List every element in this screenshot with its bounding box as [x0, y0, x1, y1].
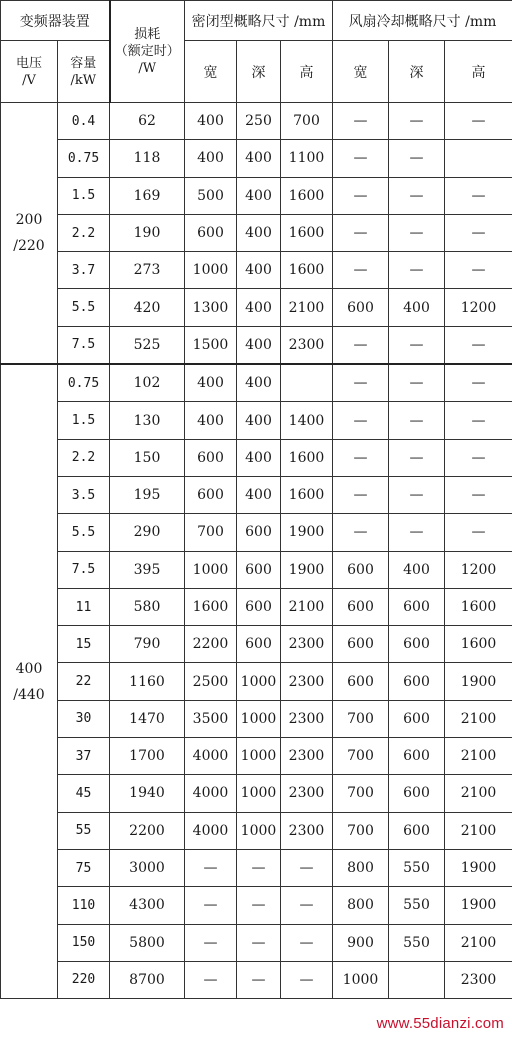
sealed-height-cell	[281, 364, 333, 402]
table-row	[1, 103, 512, 140]
fan-height-cell: —	[445, 364, 512, 402]
sealed-height-cell: 2300	[281, 663, 333, 700]
fan-depth-cell: —	[389, 177, 445, 214]
header-sealed-group	[185, 1, 333, 41]
fan-depth-cell: —	[389, 364, 445, 402]
capacity-cell: 1.5	[58, 177, 110, 214]
fan-width-cell: 600	[333, 663, 389, 700]
fan-height-cell	[445, 140, 512, 177]
table-row	[1, 364, 512, 402]
fan-depth-cell: —	[389, 326, 445, 364]
header-loss	[110, 1, 185, 103]
sealed-depth-cell: 400	[237, 252, 281, 289]
header-capacity	[58, 41, 110, 103]
table-row	[1, 812, 512, 849]
header-voltage-label: 电压	[15, 55, 42, 71]
sealed-width-cell: 3500	[185, 700, 237, 737]
fan-depth-cell: 600	[389, 663, 445, 700]
fan-depth-cell: —	[389, 476, 445, 513]
fan-height-cell: 1200	[445, 289, 512, 326]
table-row	[1, 700, 512, 737]
fan-width-cell: 900	[333, 924, 389, 961]
sealed-width-cell: 400	[185, 103, 237, 140]
capacity-cell: 15	[58, 626, 110, 663]
fan-depth-cell: 600	[389, 588, 445, 625]
fan-depth-cell: —	[389, 140, 445, 177]
capacity-cell: 7.5	[58, 551, 110, 588]
header-sealed-label: 密闭型概略尺寸 /mm	[191, 13, 326, 30]
capacity-cell: 150	[58, 924, 110, 961]
sealed-depth-cell: —	[237, 849, 281, 886]
fan-width-cell: 700	[333, 812, 389, 849]
fan-depth-cell: 600	[389, 626, 445, 663]
loss-cell: 195	[110, 476, 185, 513]
fan-height-cell: 2300	[445, 961, 512, 998]
loss-cell: 1470	[110, 700, 185, 737]
sealed-width-cell: 700	[185, 514, 237, 551]
fan-depth-cell: —	[389, 402, 445, 439]
fan-width-cell: —	[333, 439, 389, 476]
fan-depth-cell: 400	[389, 289, 445, 326]
fan-width-cell: —	[333, 476, 389, 513]
sealed-height-cell: —	[281, 887, 333, 924]
table-row	[1, 626, 512, 663]
sealed-height-cell: 2300	[281, 775, 333, 812]
sealed-depth-cell: —	[237, 887, 281, 924]
capacity-cell: 75	[58, 849, 110, 886]
fan-height-cell: 2100	[445, 924, 512, 961]
table-row	[1, 887, 512, 924]
voltage-unit: /440	[13, 686, 45, 703]
sealed-width-cell: —	[185, 849, 237, 886]
sealed-height-cell: 1900	[281, 551, 333, 588]
sealed-height-cell: 1600	[281, 214, 333, 251]
loss-cell: 4300	[110, 887, 185, 924]
fan-depth-cell	[389, 961, 445, 998]
sealed-height-cell: —	[281, 924, 333, 961]
loss-cell: 525	[110, 326, 185, 364]
fan-depth-cell: 600	[389, 700, 445, 737]
fan-width-cell: —	[333, 402, 389, 439]
sealed-depth-cell: —	[237, 924, 281, 961]
sealed-width-cell: 4000	[185, 812, 237, 849]
capacity-cell: 7.5	[58, 326, 110, 364]
capacity-cell: 0.75	[58, 364, 110, 402]
sealed-depth-cell: 400	[237, 402, 281, 439]
sealed-width-cell: 2200	[185, 626, 237, 663]
sealed-depth-cell: 1000	[237, 738, 281, 775]
fan-width-cell: 1000	[333, 961, 389, 998]
sealed-width-cell: 4000	[185, 738, 237, 775]
sealed-width-cell: —	[185, 887, 237, 924]
sealed-depth-cell: 400	[237, 326, 281, 364]
sealed-width-cell: 600	[185, 476, 237, 513]
header-fan-width: 宽	[333, 41, 389, 103]
capacity-cell: 11	[58, 588, 110, 625]
sealed-height-cell: 2300	[281, 700, 333, 737]
table-row	[1, 140, 512, 177]
table-row	[1, 402, 512, 439]
sealed-width-cell: 1000	[185, 551, 237, 588]
sealed-width-cell: 400	[185, 140, 237, 177]
sealed-height-cell: 2300	[281, 738, 333, 775]
header-capacity-label: 容量	[70, 55, 97, 71]
table-row	[1, 849, 512, 886]
sealed-width-cell: 600	[185, 214, 237, 251]
header-loss-label: 损耗	[134, 27, 161, 42]
table-row	[1, 663, 512, 700]
sealed-depth-cell: 1000	[237, 700, 281, 737]
header-device-group	[1, 1, 110, 41]
table-row	[1, 738, 512, 775]
header-voltage	[1, 41, 58, 103]
capacity-cell: 220	[58, 961, 110, 998]
fan-depth-cell: 600	[389, 738, 445, 775]
loss-cell: 118	[110, 140, 185, 177]
fan-width-cell: —	[333, 514, 389, 551]
fan-height-cell: 2100	[445, 775, 512, 812]
sealed-height-cell: 2300	[281, 326, 333, 364]
loss-cell: 190	[110, 214, 185, 251]
header-device-label: 变频器装置	[19, 13, 90, 30]
sealed-depth-cell: 400	[237, 364, 281, 402]
sealed-depth-cell: 600	[237, 514, 281, 551]
fan-depth-cell: 600	[389, 775, 445, 812]
fan-height-cell: 2100	[445, 812, 512, 849]
loss-cell: 420	[110, 289, 185, 326]
sealed-depth-cell: 600	[237, 588, 281, 625]
loss-cell: 790	[110, 626, 185, 663]
fan-width-cell: —	[333, 140, 389, 177]
header-capacity-unit: /kW	[70, 72, 97, 88]
fan-height-cell: —	[445, 439, 512, 476]
fan-depth-cell: 400	[389, 551, 445, 588]
sealed-depth-cell: 1000	[237, 775, 281, 812]
fan-width-cell: 700	[333, 775, 389, 812]
table-row	[1, 326, 512, 364]
sealed-depth-cell: 400	[237, 214, 281, 251]
loss-cell: 1940	[110, 775, 185, 812]
sealed-height-cell: 2300	[281, 812, 333, 849]
fan-height-cell: —	[445, 214, 512, 251]
loss-cell: 1700	[110, 738, 185, 775]
capacity-cell: 5.5	[58, 289, 110, 326]
loss-cell: 8700	[110, 961, 185, 998]
sealed-height-cell: 1600	[281, 177, 333, 214]
table-row	[1, 214, 512, 251]
table-row	[1, 775, 512, 812]
fan-height-cell: —	[445, 326, 512, 364]
fan-height-cell: 1200	[445, 551, 512, 588]
loss-cell: 150	[110, 439, 185, 476]
header-fan-group	[333, 1, 512, 41]
header-voltage-unit: /V	[22, 72, 36, 88]
fan-width-cell: —	[333, 364, 389, 402]
fan-height-cell: 1600	[445, 588, 512, 625]
fan-depth-cell: 550	[389, 924, 445, 961]
table-row	[1, 289, 512, 326]
capacity-cell: 37	[58, 738, 110, 775]
sealed-height-cell: 2100	[281, 289, 333, 326]
sealed-width-cell: 1000	[185, 252, 237, 289]
sealed-height-cell: 700	[281, 103, 333, 140]
table-row	[1, 439, 512, 476]
sealed-width-cell: 500	[185, 177, 237, 214]
sealed-width-cell: 400	[185, 364, 237, 402]
sealed-depth-cell: 250	[237, 103, 281, 140]
fan-depth-cell: 600	[389, 812, 445, 849]
fan-depth-cell: 550	[389, 887, 445, 924]
capacity-cell: 110	[58, 887, 110, 924]
fan-width-cell: —	[333, 326, 389, 364]
fan-height-cell: —	[445, 402, 512, 439]
fan-height-cell: —	[445, 514, 512, 551]
table-row	[1, 252, 512, 289]
sealed-width-cell: 4000	[185, 775, 237, 812]
sealed-depth-cell: 600	[237, 551, 281, 588]
fan-depth-cell: 550	[389, 849, 445, 886]
sealed-height-cell: 1600	[281, 439, 333, 476]
fan-depth-cell: —	[389, 103, 445, 140]
voltage-unit: /220	[13, 238, 45, 255]
fan-depth-cell: —	[389, 439, 445, 476]
voltage-value: 200	[15, 212, 43, 229]
fan-height-cell: 1900	[445, 663, 512, 700]
loss-cell: 5800	[110, 924, 185, 961]
fan-depth-cell: —	[389, 252, 445, 289]
sealed-height-cell: —	[281, 849, 333, 886]
loss-cell: 3000	[110, 849, 185, 886]
sealed-height-cell: 1900	[281, 514, 333, 551]
fan-width-cell: —	[333, 103, 389, 140]
capacity-cell: 30	[58, 700, 110, 737]
capacity-cell: 0.4	[58, 103, 110, 140]
table-row	[1, 476, 512, 513]
fan-width-cell: 600	[333, 289, 389, 326]
voltage-cell	[1, 364, 58, 999]
table-row	[1, 514, 512, 551]
sealed-width-cell: 1500	[185, 326, 237, 364]
fan-width-cell: —	[333, 214, 389, 251]
fan-height-cell: —	[445, 103, 512, 140]
fan-height-cell: —	[445, 476, 512, 513]
sealed-height-cell: 1600	[281, 476, 333, 513]
sealed-height-cell: 1100	[281, 140, 333, 177]
fan-width-cell: 600	[333, 588, 389, 625]
sealed-depth-cell: 1000	[237, 812, 281, 849]
fan-width-cell: 700	[333, 738, 389, 775]
fan-depth-cell: —	[389, 514, 445, 551]
header-loss-rated: （额定时）	[114, 44, 180, 59]
sealed-width-cell: 2500	[185, 663, 237, 700]
sealed-depth-cell: 400	[237, 177, 281, 214]
header-sealed-width: 宽	[185, 41, 237, 103]
fan-width-cell: 800	[333, 887, 389, 924]
fan-height-cell: —	[445, 252, 512, 289]
site-watermark: www.55dianzi.com	[376, 1015, 504, 1032]
fan-width-cell: —	[333, 252, 389, 289]
loss-cell: 102	[110, 364, 185, 402]
capacity-cell: 1.5	[58, 402, 110, 439]
capacity-cell: 22	[58, 663, 110, 700]
loss-cell: 1160	[110, 663, 185, 700]
table-row	[1, 961, 512, 998]
sealed-height-cell: 1400	[281, 402, 333, 439]
sealed-height-cell: 1600	[281, 252, 333, 289]
capacity-cell: 45	[58, 775, 110, 812]
fan-depth-cell: —	[389, 214, 445, 251]
fan-width-cell: 600	[333, 626, 389, 663]
capacity-cell: 5.5	[58, 514, 110, 551]
fan-height-cell: 2100	[445, 738, 512, 775]
sealed-depth-cell: 400	[237, 476, 281, 513]
table-row	[1, 924, 512, 961]
loss-cell: 169	[110, 177, 185, 214]
table-body	[1, 103, 512, 999]
table-row	[1, 177, 512, 214]
header-fan-height: 高	[445, 41, 512, 103]
sealed-width-cell: —	[185, 961, 237, 998]
loss-cell: 62	[110, 103, 185, 140]
voltage-cell	[1, 103, 58, 365]
voltage-value: 400	[15, 660, 43, 677]
sealed-depth-cell: —	[237, 961, 281, 998]
table-row	[1, 551, 512, 588]
capacity-cell: 55	[58, 812, 110, 849]
capacity-cell: 2.2	[58, 439, 110, 476]
capacity-cell: 2.2	[58, 214, 110, 251]
loss-cell: 395	[110, 551, 185, 588]
loss-cell: 273	[110, 252, 185, 289]
header-sealed-depth: 深	[237, 41, 281, 103]
capacity-cell: 3.7	[58, 252, 110, 289]
header-loss-unit: /W	[138, 61, 157, 76]
table-row	[1, 588, 512, 625]
header-fan-label: 风扇冷却概略尺寸 /mm	[348, 13, 497, 30]
loss-cell: 290	[110, 514, 185, 551]
sealed-width-cell: 1600	[185, 588, 237, 625]
sealed-width-cell: 1300	[185, 289, 237, 326]
header-fan-depth: 深	[389, 41, 445, 103]
sealed-height-cell: 2300	[281, 626, 333, 663]
fan-width-cell: 800	[333, 849, 389, 886]
sealed-depth-cell: 1000	[237, 663, 281, 700]
fan-height-cell: 1900	[445, 887, 512, 924]
fan-width-cell: 700	[333, 700, 389, 737]
fan-width-cell: 600	[333, 551, 389, 588]
loss-cell: 2200	[110, 812, 185, 849]
sealed-width-cell: —	[185, 924, 237, 961]
header-sealed-height: 高	[281, 41, 333, 103]
sealed-width-cell: 400	[185, 402, 237, 439]
sealed-depth-cell: 400	[237, 439, 281, 476]
sealed-width-cell: 600	[185, 439, 237, 476]
sealed-depth-cell: 400	[237, 140, 281, 177]
capacity-cell: 0.75	[58, 140, 110, 177]
fan-height-cell: 1600	[445, 626, 512, 663]
sealed-height-cell: —	[281, 961, 333, 998]
loss-cell: 130	[110, 402, 185, 439]
sealed-height-cell: 2100	[281, 588, 333, 625]
fan-height-cell: —	[445, 177, 512, 214]
fan-height-cell: 1900	[445, 849, 512, 886]
fan-width-cell: —	[333, 177, 389, 214]
capacity-cell: 3.5	[58, 476, 110, 513]
sealed-depth-cell: 600	[237, 626, 281, 663]
fan-height-cell: 2100	[445, 700, 512, 737]
loss-cell: 580	[110, 588, 185, 625]
sealed-depth-cell: 400	[237, 289, 281, 326]
